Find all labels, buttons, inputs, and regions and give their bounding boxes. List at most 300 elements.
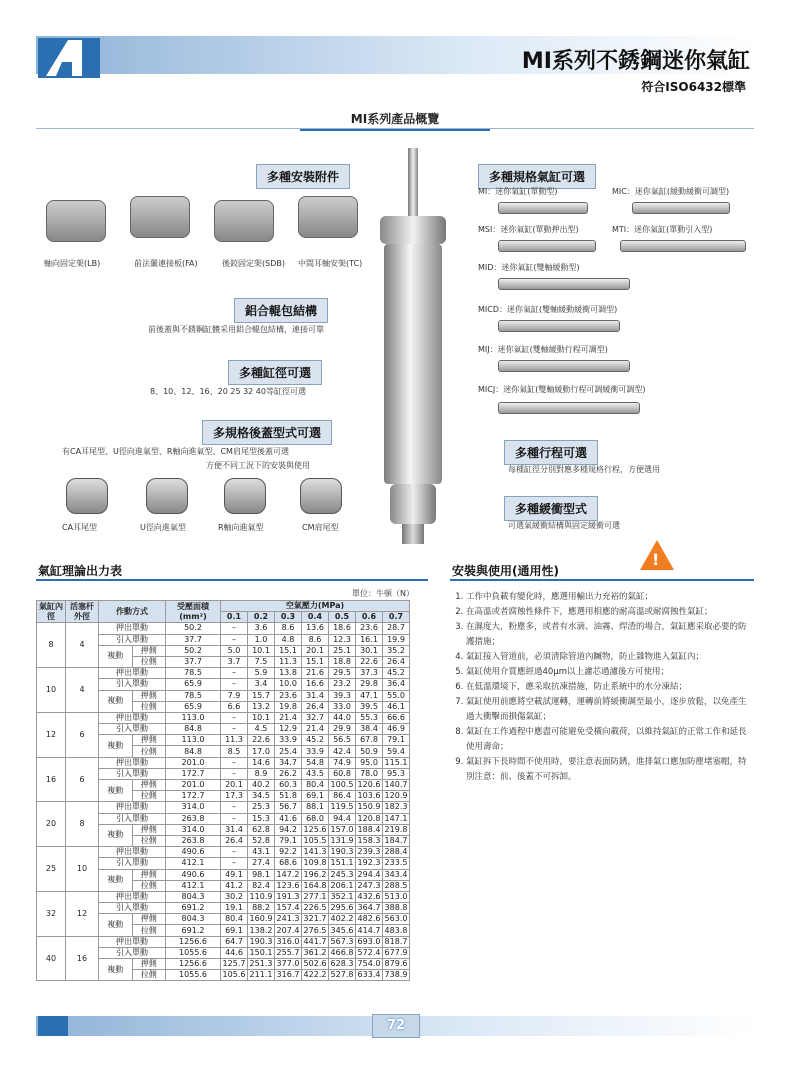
model-label: MIJ：迷你氣缸(雙軸緩動行程可調型): [478, 345, 608, 354]
force-table-title: 氣缸理論出力表: [38, 564, 123, 578]
th-pressure-value: 0.1: [221, 612, 248, 623]
page-number: 72: [372, 1014, 420, 1038]
cell-force: 120.6: [356, 780, 383, 791]
cell-force: 527.8: [329, 970, 356, 981]
table-row: [37, 712, 410, 723]
mount-sdb-image: [214, 200, 274, 242]
cell-force: 45.2: [383, 668, 410, 679]
model-label: MICD：迷你氣缸(雙軸緩動緩衝可調型): [478, 305, 618, 314]
cell-force: 18.6: [329, 623, 356, 634]
callout-cushion: 多種緩衝型式: [504, 496, 598, 521]
cell-mode: 引入單動: [99, 724, 166, 735]
cell-force: 251.3: [248, 959, 275, 970]
cell-force: 68.6: [275, 858, 302, 869]
cell-mode-side: 押側: [132, 645, 166, 656]
cell-force: 38.4: [356, 724, 383, 735]
cell-force: 10.1: [248, 712, 275, 723]
cell-force: 345.6: [329, 925, 356, 936]
cell-force: 239.3: [356, 847, 383, 858]
force-table: [36, 600, 410, 981]
safety-item: 3. 在濕度大，粉塵多，或者有水滴、油霧、焊渣的場合，氣缸應采取必要的防護措施；: [466, 620, 752, 650]
cell-mode-side: 押側: [132, 959, 166, 970]
cell-force: 10.1: [248, 645, 275, 656]
cell-area: 65.9: [166, 701, 221, 712]
cell-force: 80.4: [302, 780, 329, 791]
cell-force: 56.5: [329, 735, 356, 746]
cell-area: 78.5: [166, 668, 221, 679]
cell-force: 11.3: [275, 656, 302, 667]
cell-force: 26.4: [302, 701, 329, 712]
cell-force: 6.6: [221, 701, 248, 712]
cell-force: 74.9: [329, 757, 356, 768]
table-row: [37, 891, 410, 902]
cell-area: 804.3: [166, 914, 221, 925]
footer-logo-icon: [38, 1016, 68, 1036]
model-image: [498, 320, 620, 332]
mount-label: 軸向固定架(LB): [44, 259, 101, 268]
mount-fa-image: [130, 196, 190, 238]
cell-force: –: [221, 668, 248, 679]
cell-force: 276.5: [302, 925, 329, 936]
table-row: [37, 936, 410, 947]
th-pressure-value: 0.2: [248, 612, 275, 623]
cell-mode: 複動: [99, 645, 133, 667]
cell-force: 13.8: [275, 668, 302, 679]
cell-force: 25.1: [329, 645, 356, 656]
cell-force: 98.1: [248, 869, 275, 880]
cell-force: 62.8: [248, 824, 275, 835]
cell-mode-side: 押側: [132, 780, 166, 791]
cell-force: 3.6: [248, 623, 275, 634]
cell-force: 4.5: [248, 724, 275, 735]
cell-force: 191.3: [275, 891, 302, 902]
cell-force: 211.1: [248, 970, 275, 981]
cell-force: 226.5: [302, 903, 329, 914]
cell-force: 31.4: [221, 824, 248, 835]
cell-area: 84.8: [166, 746, 221, 757]
cell-force: 184.7: [383, 835, 410, 846]
cell-force: 52.8: [248, 835, 275, 846]
rear-cm-image: [300, 478, 342, 514]
cell-force: 432.6: [356, 891, 383, 902]
th-area-label: 受壓面積: [177, 601, 209, 611]
cell-force: 27.4: [248, 858, 275, 869]
cell-mode: 押出單動: [99, 757, 166, 768]
cell-force: 352.1: [329, 891, 356, 902]
rear-note: 有CA耳尾型、U徑向進氣型、R軸向進氣型、CM肩尾型後蓋可選: [62, 447, 289, 456]
overview-title: MI系列產品概覽: [300, 110, 490, 131]
cell-force: 23.6: [275, 690, 302, 701]
cell-force: 33.9: [275, 735, 302, 746]
cell-force: 37.3: [356, 668, 383, 679]
cell-force: 482.6: [356, 914, 383, 925]
cell-force: 59.4: [383, 746, 410, 757]
cell-area: 84.8: [166, 724, 221, 735]
rear-type-label: CM肩尾型: [302, 523, 339, 532]
cell-mode: 引入單動: [99, 768, 166, 779]
cell-mode-side: 押側: [132, 690, 166, 701]
cell-force: 207.4: [275, 925, 302, 936]
cell-mode-side: 押側: [132, 869, 166, 880]
callout-accessories: 多種安裝附件: [256, 164, 350, 189]
model-label: MTI：迷你氣缸(單動引入型): [612, 225, 713, 234]
cell-force: 141.3: [302, 847, 329, 858]
cell-force: 147.1: [383, 813, 410, 824]
cell-area: 314.0: [166, 824, 221, 835]
cell-force: 69.1: [302, 791, 329, 802]
cell-force: 12.9: [275, 724, 302, 735]
rear-ca-image: [66, 478, 108, 514]
cell-mode-side: 拉側: [132, 880, 166, 891]
cell-force: 164.8: [302, 880, 329, 891]
cell-force: 563.0: [383, 914, 410, 925]
cell-force: 21.6: [302, 668, 329, 679]
cell-area: 263.8: [166, 813, 221, 824]
cell-mode: 引入單動: [99, 634, 166, 645]
cell-mode: 引入單動: [99, 947, 166, 958]
cell-mode: 複動: [99, 690, 133, 712]
cell-force: 147.2: [275, 869, 302, 880]
divider: [450, 579, 754, 581]
cell-force: 361.2: [302, 947, 329, 958]
model-label: MID：迷你氣缸(雙軸緩動型): [478, 263, 580, 272]
cell-force: 79.1: [383, 735, 410, 746]
cell-mode: 複動: [99, 824, 133, 846]
cell-force: 138.2: [248, 925, 275, 936]
cell-force: 693.0: [356, 936, 383, 947]
warning-mark: !: [652, 550, 660, 569]
cell-force: 50.9: [356, 746, 383, 757]
cell-mode: 引入單動: [99, 903, 166, 914]
cell-force: –: [221, 757, 248, 768]
cell-force: 35.2: [383, 645, 410, 656]
cell-force: 36.4: [383, 679, 410, 690]
cell-force: 321.7: [302, 914, 329, 925]
table-row: [37, 623, 410, 634]
cell-rod: 4: [66, 623, 99, 668]
cell-rod: 12: [66, 891, 99, 936]
cell-force: 288.4: [383, 847, 410, 858]
cell-force: 151.1: [329, 858, 356, 869]
cell-force: 295.6: [329, 903, 356, 914]
cell-force: 192.3: [356, 858, 383, 869]
cell-force: 22.6: [248, 735, 275, 746]
cell-mode-side: 拉側: [132, 925, 166, 936]
cell-force: 34.5: [248, 791, 275, 802]
model-label: MSI：迷你氣缸(單動押出型): [478, 225, 579, 234]
cell-force: 157.4: [275, 903, 302, 914]
safety-item: 1. 工作中負載有變化時，應選用輸出力充裕的氣缸；: [466, 590, 752, 605]
cell-force: 21.4: [302, 724, 329, 735]
cell-mode: 複動: [99, 914, 133, 936]
cell-area: 113.0: [166, 712, 221, 723]
cell-force: 245.3: [329, 869, 356, 880]
cell-force: 55.0: [383, 690, 410, 701]
mount-lb-image: [46, 200, 106, 242]
cell-force: 94.4: [329, 813, 356, 824]
air-port: [402, 524, 424, 544]
cell-force: 56.7: [275, 802, 302, 813]
force-unit: 單位：牛頓（N）: [352, 589, 414, 598]
cell-area: 691.2: [166, 925, 221, 936]
cell-force: 39.5: [356, 701, 383, 712]
cell-force: 125.7: [221, 959, 248, 970]
cell-force: 182.3: [383, 802, 410, 813]
page-subtitle: 符合ISO6432標準: [641, 80, 746, 94]
cell-force: 32.7: [302, 712, 329, 723]
cell-force: 219.8: [383, 824, 410, 835]
cell-force: 16.6: [302, 679, 329, 690]
cell-force: 150.1: [248, 947, 275, 958]
cell-force: 21.4: [275, 712, 302, 723]
rear-type-label: R軸向進氣型: [218, 523, 264, 532]
cell-area: 1256.6: [166, 959, 221, 970]
cell-force: 25.4: [275, 746, 302, 757]
cell-force: 502.6: [302, 959, 329, 970]
cell-area: 490.6: [166, 869, 221, 880]
cylinder-barrel: [384, 244, 442, 484]
cell-force: 414.7: [356, 925, 383, 936]
cell-bore: 10: [37, 668, 66, 713]
cell-force: 54.8: [302, 757, 329, 768]
cell-force: 188.4: [356, 824, 383, 835]
cell-force: 7.5: [248, 656, 275, 667]
cell-force: 60.8: [329, 768, 356, 779]
cell-force: 5.0: [221, 645, 248, 656]
safety-list: [452, 590, 752, 785]
mount-tc-image: [298, 196, 358, 238]
cell-force: –: [221, 634, 248, 645]
cell-force: 66.6: [383, 712, 410, 723]
cell-mode: 複動: [99, 735, 133, 757]
cell-force: 3.4: [248, 679, 275, 690]
cell-force: 13.6: [302, 623, 329, 634]
cell-force: 294.4: [356, 869, 383, 880]
cell-force: 13.2: [248, 701, 275, 712]
force-table-wrap: [36, 600, 410, 981]
cell-force: 123.6: [275, 880, 302, 891]
cell-force: 18.8: [329, 656, 356, 667]
cell-force: 1.0: [248, 634, 275, 645]
cell-force: 30.2: [221, 891, 248, 902]
table-row: [37, 757, 410, 768]
model-image: [498, 240, 596, 252]
callout-rear: 多規格後蓋型式可選: [202, 420, 332, 445]
cell-rod: 10: [66, 847, 99, 892]
rear-note: 方便不同工況下的安裝與使用: [206, 461, 310, 470]
cell-force: 86.4: [329, 791, 356, 802]
cell-area: 1256.6: [166, 936, 221, 947]
cell-area: 691.2: [166, 903, 221, 914]
cell-force: 8.6: [302, 634, 329, 645]
cell-force: 15.3: [248, 813, 275, 824]
cell-area: 37.7: [166, 656, 221, 667]
cell-force: 119.5: [329, 802, 356, 813]
cell-bore: 40: [37, 936, 66, 981]
cell-force: 316.7: [275, 970, 302, 981]
cell-force: 41.2: [221, 880, 248, 891]
cell-force: 42.4: [329, 746, 356, 757]
cell-mode: 押出單動: [99, 668, 166, 679]
cell-force: 633.4: [356, 970, 383, 981]
cell-force: –: [221, 802, 248, 813]
cell-mode-side: 拉側: [132, 701, 166, 712]
cell-area: 412.1: [166, 858, 221, 869]
cell-force: 23.6: [356, 623, 383, 634]
cell-force: 17.0: [248, 746, 275, 757]
cell-rod: 6: [66, 712, 99, 757]
cell-force: 34.7: [275, 757, 302, 768]
cell-area: 113.0: [166, 735, 221, 746]
cell-force: 7.9: [221, 690, 248, 701]
cell-force: 80.4: [221, 914, 248, 925]
cell-force: 19.8: [275, 701, 302, 712]
cell-area: 201.0: [166, 757, 221, 768]
cell-force: 17.3: [221, 791, 248, 802]
cell-force: –: [221, 847, 248, 858]
cell-force: 316.0: [275, 936, 302, 947]
cell-force: 513.0: [383, 891, 410, 902]
cell-force: 105.5: [302, 835, 329, 846]
model-label: MIC：迷你氣缸(緩動緩衝可調型): [612, 187, 730, 196]
cell-area: 314.0: [166, 802, 221, 813]
cell-force: 483.8: [383, 925, 410, 936]
cell-force: 95.3: [383, 768, 410, 779]
th-pressure-value: 0.6: [356, 612, 383, 623]
cell-bore: 25: [37, 847, 66, 892]
cell-force: 677.9: [383, 947, 410, 958]
cell-force: 49.1: [221, 869, 248, 880]
cell-force: 68.0: [302, 813, 329, 824]
cell-force: 4.8: [275, 634, 302, 645]
cell-force: 131.9: [329, 835, 356, 846]
brand-logo-icon: [38, 38, 100, 78]
table-row: [37, 802, 410, 813]
cell-force: 8.6: [275, 623, 302, 634]
cell-force: 15.7: [248, 690, 275, 701]
cell-force: 46.9: [383, 724, 410, 735]
cell-force: 15.1: [275, 645, 302, 656]
cell-force: –: [221, 768, 248, 779]
cell-force: 157.0: [329, 824, 356, 835]
cell-force: 158.3: [356, 835, 383, 846]
cell-force: 160.9: [248, 914, 275, 925]
th-pressure: 空氣壓力(MPa): [221, 601, 410, 612]
th-area: [166, 601, 221, 623]
cell-mode-side: 押側: [132, 914, 166, 925]
table-row: [37, 847, 410, 858]
cell-force: 44.0: [329, 712, 356, 723]
cell-force: 14.6: [248, 757, 275, 768]
cell-area: 172.7: [166, 791, 221, 802]
cell-force: –: [221, 724, 248, 735]
cell-force: 628.3: [329, 959, 356, 970]
cell-area: 1055.6: [166, 970, 221, 981]
cell-mode: 押出單動: [99, 802, 166, 813]
model-image: [498, 202, 588, 214]
cell-force: 115.1: [383, 757, 410, 768]
th-pressure-value: 0.7: [383, 612, 410, 623]
cell-area: 50.2: [166, 623, 221, 634]
cell-area: 412.1: [166, 880, 221, 891]
th-pressure-value: 0.3: [275, 612, 302, 623]
cell-mode-side: 拉側: [132, 835, 166, 846]
model-image: [620, 240, 746, 252]
model-label: MICJ：迷你氣缸(雙軸緩動行程可調緩衝可調型): [478, 385, 646, 394]
divider: [36, 579, 428, 581]
cell-force: 255.7: [275, 947, 302, 958]
cell-force: 82.4: [248, 880, 275, 891]
cell-force: 19.1: [221, 903, 248, 914]
cell-mode: 複動: [99, 959, 133, 981]
cell-force: 45.2: [302, 735, 329, 746]
cell-force: 818.7: [383, 936, 410, 947]
cell-force: 277.1: [302, 891, 329, 902]
rear-cap: [390, 484, 436, 524]
cell-force: 150.9: [356, 802, 383, 813]
cell-rod: 16: [66, 936, 99, 981]
model-image: [632, 202, 730, 214]
piston-rod: [408, 148, 418, 218]
cell-force: –: [221, 712, 248, 723]
cell-force: 3.7: [221, 656, 248, 667]
cell-mode-side: 拉側: [132, 746, 166, 757]
cell-force: 78.0: [356, 768, 383, 779]
cell-area: 172.7: [166, 768, 221, 779]
cell-force: 51.8: [275, 791, 302, 802]
cell-force: 388.8: [383, 903, 410, 914]
safety-item: 2. 在高溫或者腐蝕性條件下，應選用相應的耐高溫或耐腐蝕性氣缸；: [466, 605, 752, 620]
cell-area: 804.3: [166, 891, 221, 902]
safety-item: 5. 氣缸使用介質應經過40μm以上濾芯過濾後方可使用；: [466, 665, 752, 680]
cell-force: 567.3: [329, 936, 356, 947]
rear-r-image: [224, 478, 266, 514]
cell-force: 25.3: [248, 802, 275, 813]
cell-force: 28.7: [383, 623, 410, 634]
cell-mode: 引入單動: [99, 813, 166, 824]
cell-mode-side: 押側: [132, 735, 166, 746]
cell-force: 247.3: [356, 880, 383, 891]
cell-force: 190.3: [248, 936, 275, 947]
cell-force: 94.2: [275, 824, 302, 835]
cell-force: 88.2: [248, 903, 275, 914]
cell-force: 288.5: [383, 880, 410, 891]
cell-rod: 8: [66, 802, 99, 847]
cell-mode-side: 拉側: [132, 970, 166, 981]
cell-mode: 押出單動: [99, 623, 166, 634]
cell-force: 20.1: [302, 645, 329, 656]
front-cap: [380, 216, 446, 244]
cell-force: 33.9: [302, 746, 329, 757]
divider: [36, 128, 754, 129]
mount-label: 前法蘭連接板(FA): [134, 259, 198, 268]
cell-area: 201.0: [166, 780, 221, 791]
cell-force: 105.6: [221, 970, 248, 981]
cell-force: 190.3: [329, 847, 356, 858]
cell-bore: 32: [37, 891, 66, 936]
cell-force: 30.1: [356, 645, 383, 656]
cell-force: 43.5: [302, 768, 329, 779]
cell-force: –: [221, 858, 248, 869]
cell-area: 1055.6: [166, 947, 221, 958]
stroke-note: 每種缸徑分別對應多種規格行程，方便選用: [508, 465, 660, 474]
cell-force: 26.2: [275, 768, 302, 779]
cell-force: 88.1: [302, 802, 329, 813]
cell-force: 125.6: [302, 824, 329, 835]
cell-bore: 20: [37, 802, 66, 847]
callout-aluminum: 鋁合輥包結構: [234, 298, 328, 323]
cell-force: 69.1: [221, 925, 248, 936]
